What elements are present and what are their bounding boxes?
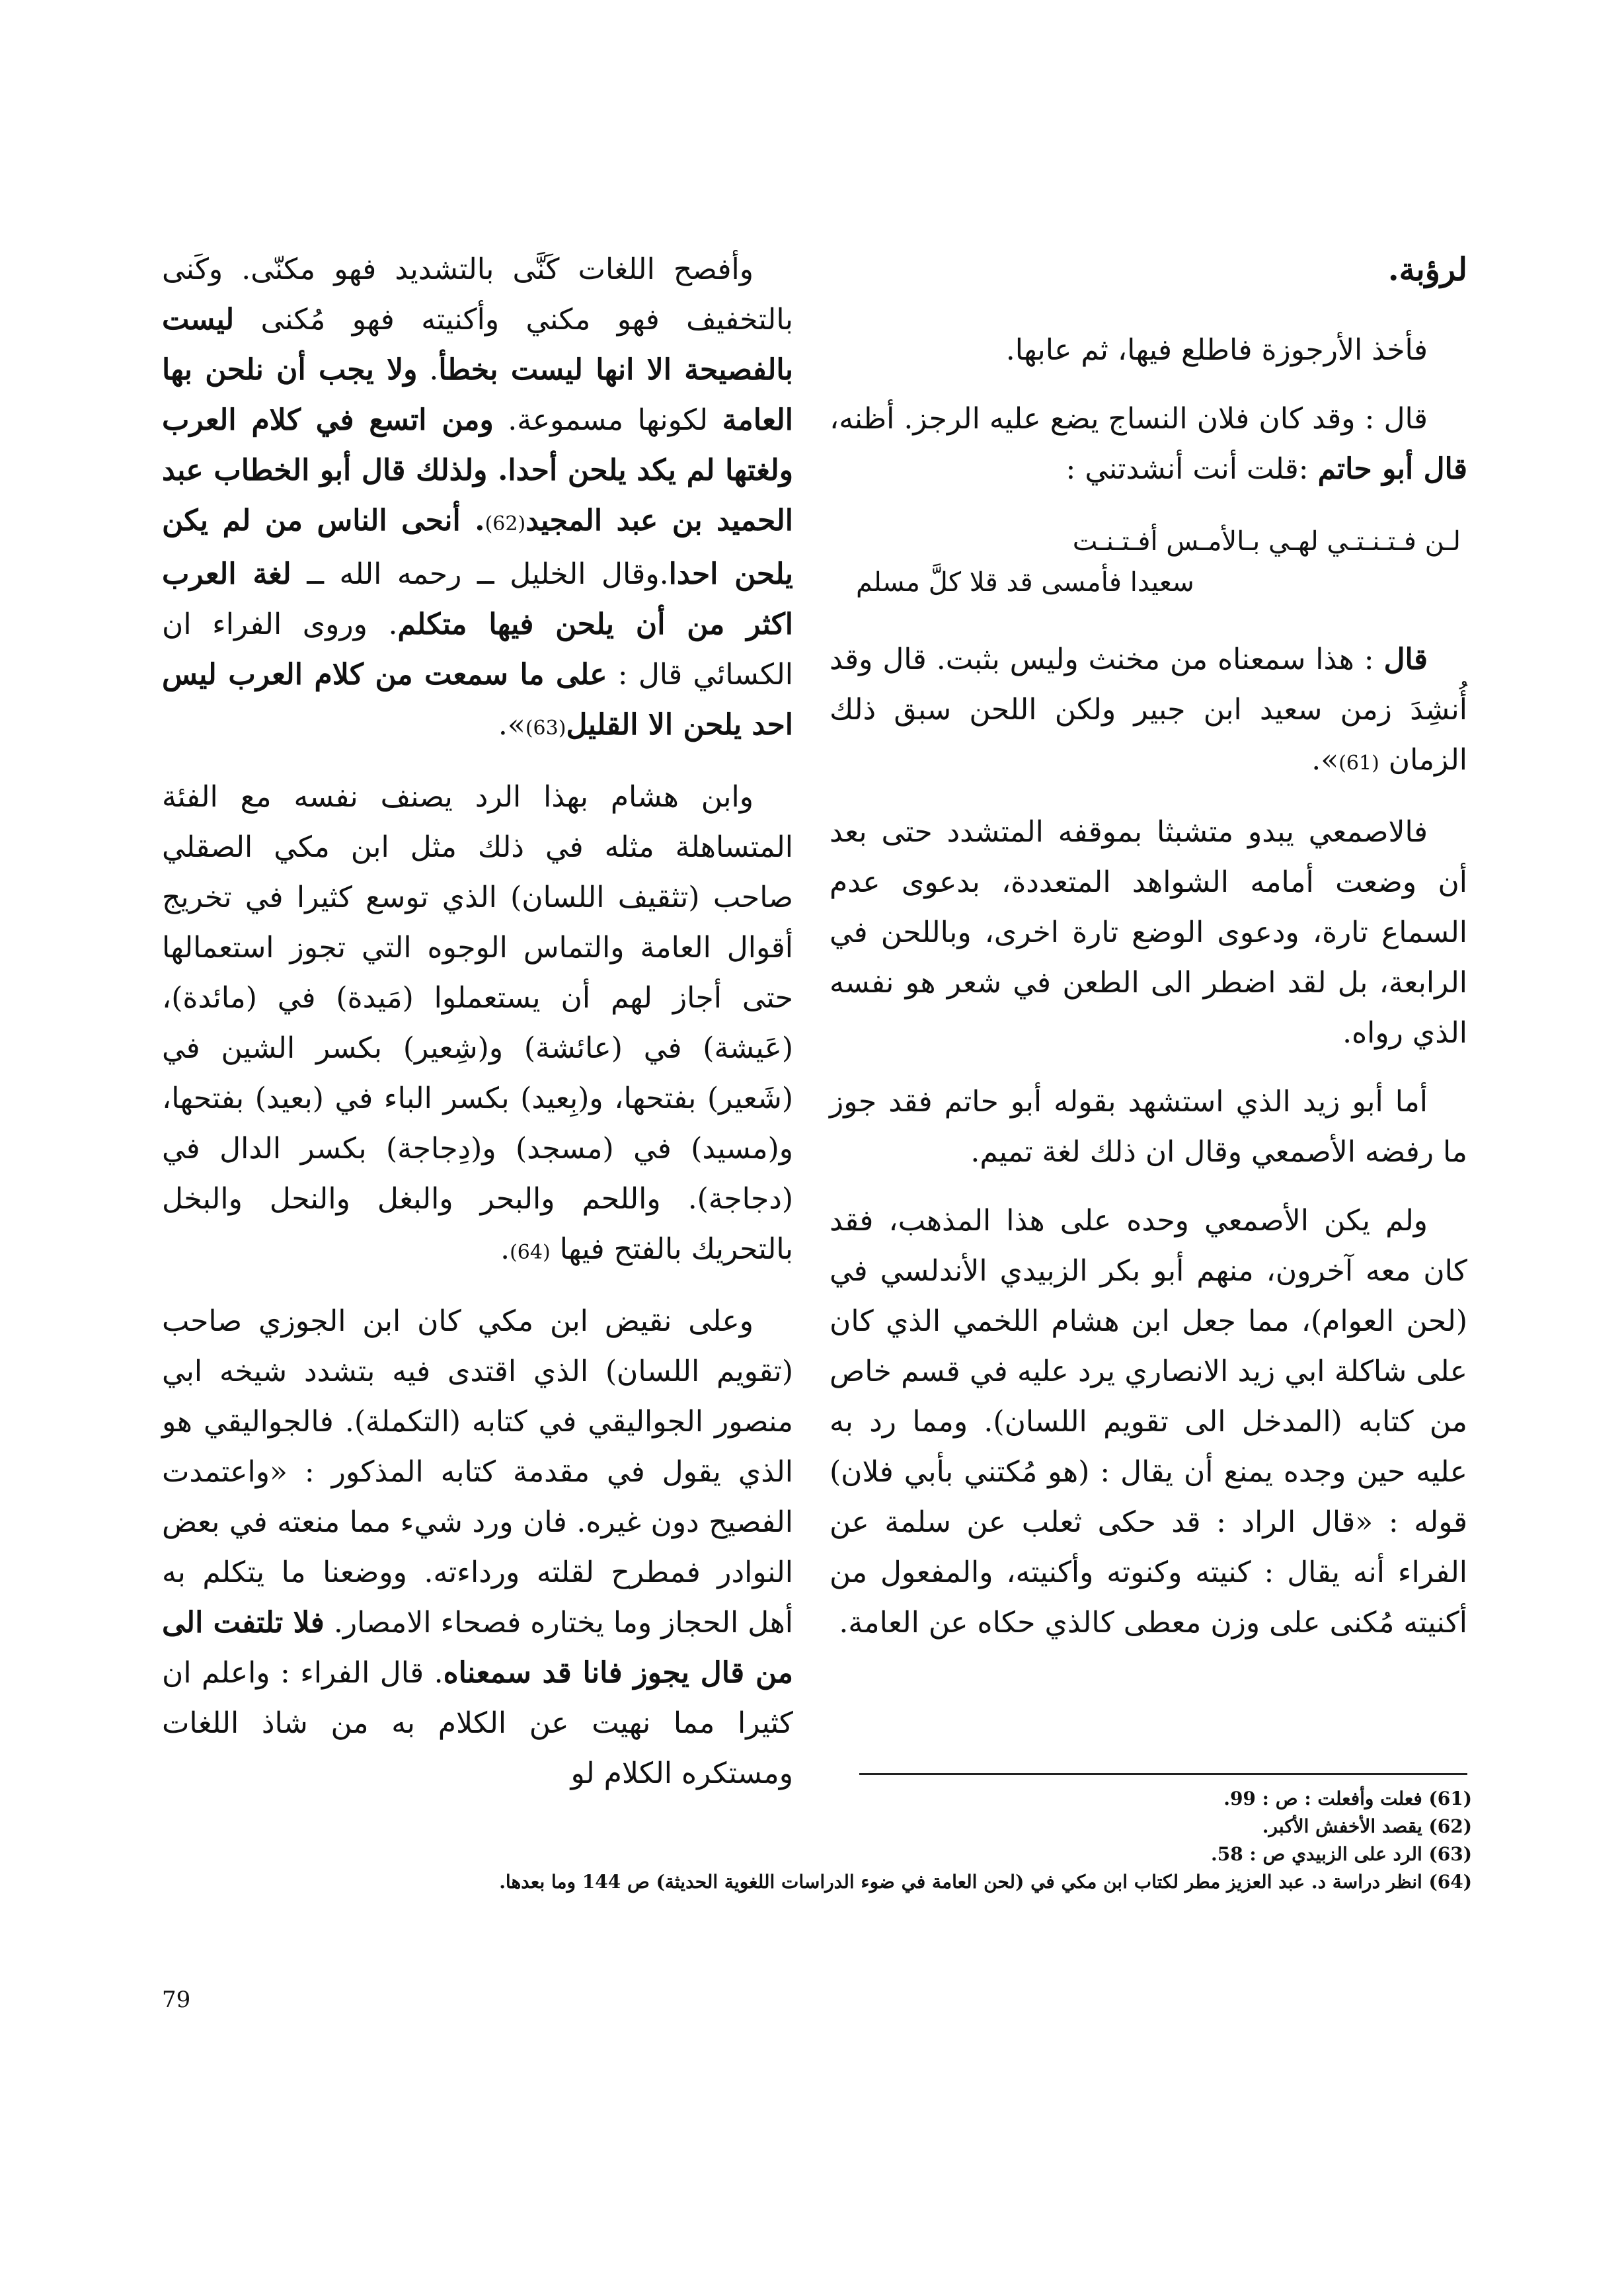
- text-run: لكونها مسموعة.: [493, 403, 722, 437]
- text-run: قال : وقد كان فلان النساج يضع عليه الرجز. أظنه،: [830, 402, 1428, 436]
- paragraph: فأخذ الأرجوزة فاطلع فيها، ثم عابها.: [1005, 333, 1428, 367]
- text-run: . قال الفراء : واعلم ان كثيرا مما نهيت عن الكلام به من شاذ اللغات ومستكره الكلام لو: [162, 1656, 793, 1790]
- bold-text: قال: [1383, 643, 1428, 676]
- paragraph: أما أبو زيد الذي استشهد بقوله أبو حاتم فقد جوز ما رفضه الأصمعي وقال ان ذلك لغة تميم.: [830, 1085, 1467, 1169]
- paragraph: [162, 245, 793, 754]
- bold-text: ليست بالفصيحة الا انها ليست بخطأ: [162, 303, 793, 387]
- footnote: (64) انظر دراسة د. عبد العزيز مطر لكتاب ابن مكي في (لحن العامة في ضوء الدراسات اللغوية الحديثة) ص 144 وما بعدها.: [499, 1871, 1472, 1893]
- poem-verse: [830, 521, 1467, 603]
- bold-text: ومن اتسع في كلام العرب ولغتها لم يكد يلحن أحدا. ولذلك قال أبو الخطاب عبد الحميد بن عبد المجيد: [162, 403, 793, 537]
- footnote-ref: (62): [484, 512, 526, 535]
- section-heading: لرؤبة.: [1387, 251, 1467, 288]
- bold-text: على ما سمعت من كلام العرب ليس احد يلحن الا القليل: [162, 658, 793, 742]
- paragraph: فالاصمعي يبدو متشبثا بموقفه المتشدد حتى بعد أن وضعت أمامه الشواهد المتعددة، بدعوى عدم السماع تارة، ودعوى الوضع تارة اخرى، وباللحن في الرابعة، بل لقد اضطر الى الطعن في شعر هو نفسه الذي رواه.: [830, 815, 1467, 1050]
- text-run: .وقال الخليل ــ رحمه الله ــ: [291, 557, 669, 591]
- paragraph: [830, 394, 1467, 495]
- footnotes: [282, 1785, 1472, 1896]
- footnote-divider: [859, 1773, 1467, 1775]
- text-run: .: [500, 1232, 510, 1266]
- text-run: ».: [1311, 743, 1339, 777]
- footnote-ref: (61): [1338, 752, 1379, 775]
- footnote: (61) فعلت وأفعلت : ص : 99.: [1223, 1788, 1472, 1809]
- page-number: 79: [162, 1987, 191, 2013]
- footnote-ref: (64): [510, 1241, 551, 1264]
- text-run: وابن هشام بهذا الرد يصنف نفسه مع الفئة المتساهلة مثله في ذلك مثل ابن مكي الصقلي صاحب (تثقيف اللسان) الذي توسع كثيرا في تخريج أقوال العامة والتماس الوجوه التي تجوز استعمالها حتى أجاز لهم أن يستعملوا (مَيدة) في (مائدة)،(عَيشة) في (عائشة) و(شِعير) بكسر الشين في (شَعير) بفتحها، و(بِعيد) بكسر الباء في (بعيد) بفتحها، و(مسيد) في (مسجد) و(دِجاجة) بكسر الدال في (دجاجة). واللحم والبحر والبغل والنحل والبخل بالتحريك بالفتح فيها: [162, 780, 793, 1266]
- footnote-ref: (63): [525, 717, 566, 740]
- poem-line: سعيدا فأمسى قد قلا كلَّ مسلم: [856, 567, 1194, 598]
- bold-text: . أنحى الناس من لم يكن يلحن احدا: [162, 504, 793, 591]
- paragraph: [830, 635, 1467, 789]
- right-column: [830, 245, 1467, 1667]
- footnote: (63) الرد على الزبيدي ص : 58.: [1210, 1843, 1472, 1865]
- text-run: :قلت أنت أنشدتني :: [1065, 452, 1318, 486]
- text-run: : هذا سمعناه من مخنث وليس بثبت. قال وقد أُنشِدَ زمن سعيد ابن جبير ولكن اللحن سبق ذلك الزمان: [830, 643, 1467, 777]
- footnote: (62) يقصد الأخفش الأكبر.: [1262, 1815, 1472, 1837]
- bold-text: فلا تلتفت الى من قال يجوز فانا قد سمعناه: [162, 1606, 794, 1690]
- paragraph: ولم يكن الأصمعي وحده على هذا المذهب، فقد كان معه آخرون، منهم أبو بكر الزبيدي الأندلسي في (لحن العوام)، مما جعل ابن هشام اللخمي الذي كان على شاكلة ابي زيد الانصاري يرد عليه في قسم خاص من كتابه (المدخل الى تقويم اللسان). ومما رد به عليه حين وجده يمنع أن يقال : (هو مُكتني بأبي فلان) قوله : «قال الراد : قد حكى ثعلب عن سلمة عن الفراء أنه يقال : كنيته وكنوته وأكنيته، والمفعول من أكنيته مُكنى على وزن معطى كالذي حكاه عن العامة.: [830, 1204, 1467, 1640]
- text-run: وأفصح اللغات كَنَّى بالتشديد فهو مكنّى. وكَنى بالتخفيف فهو مكني وأكنيته فهو مُكنى: [162, 253, 793, 336]
- text-run: . وروى الفراء ان الكسائي قال :: [162, 608, 793, 692]
- text-run: .: [417, 353, 439, 387]
- text-run: وعلى نقيض ابن مكي كان ابن الجوزي صاحب (تقويم اللسان) الذي اقتدى فيه بتشدد شيخه ابي منصور الجواليقي في كتابه (التكملة). فالجواليقي هو الذي يقول في مقدمة كتابه المذكور : «واعتمدت الفصيح دون غيره. فان ورد شيء مما منعته في بعض النوادر فمطرح لقلته ورداءته. ووضعنا ما يتكلم به أهل الحجاز وما يختاره فصحاء الامصار.: [162, 1304, 794, 1640]
- left-column: [162, 245, 793, 1817]
- text-run: ».: [498, 708, 525, 742]
- bold-text: قال أبو حاتم: [1317, 452, 1467, 486]
- bold-text: لغة العرب اكثر من أن يلحن فيها متكلم: [162, 557, 793, 641]
- poem-line: لـن فـتـنـتـي لهـي بـالأمـس أفـتـنـت: [1072, 526, 1461, 557]
- bold-text: ولا يجب أن نلحن بها العامة: [162, 353, 793, 437]
- paragraph: [162, 1296, 793, 1799]
- paragraph: [162, 772, 793, 1278]
